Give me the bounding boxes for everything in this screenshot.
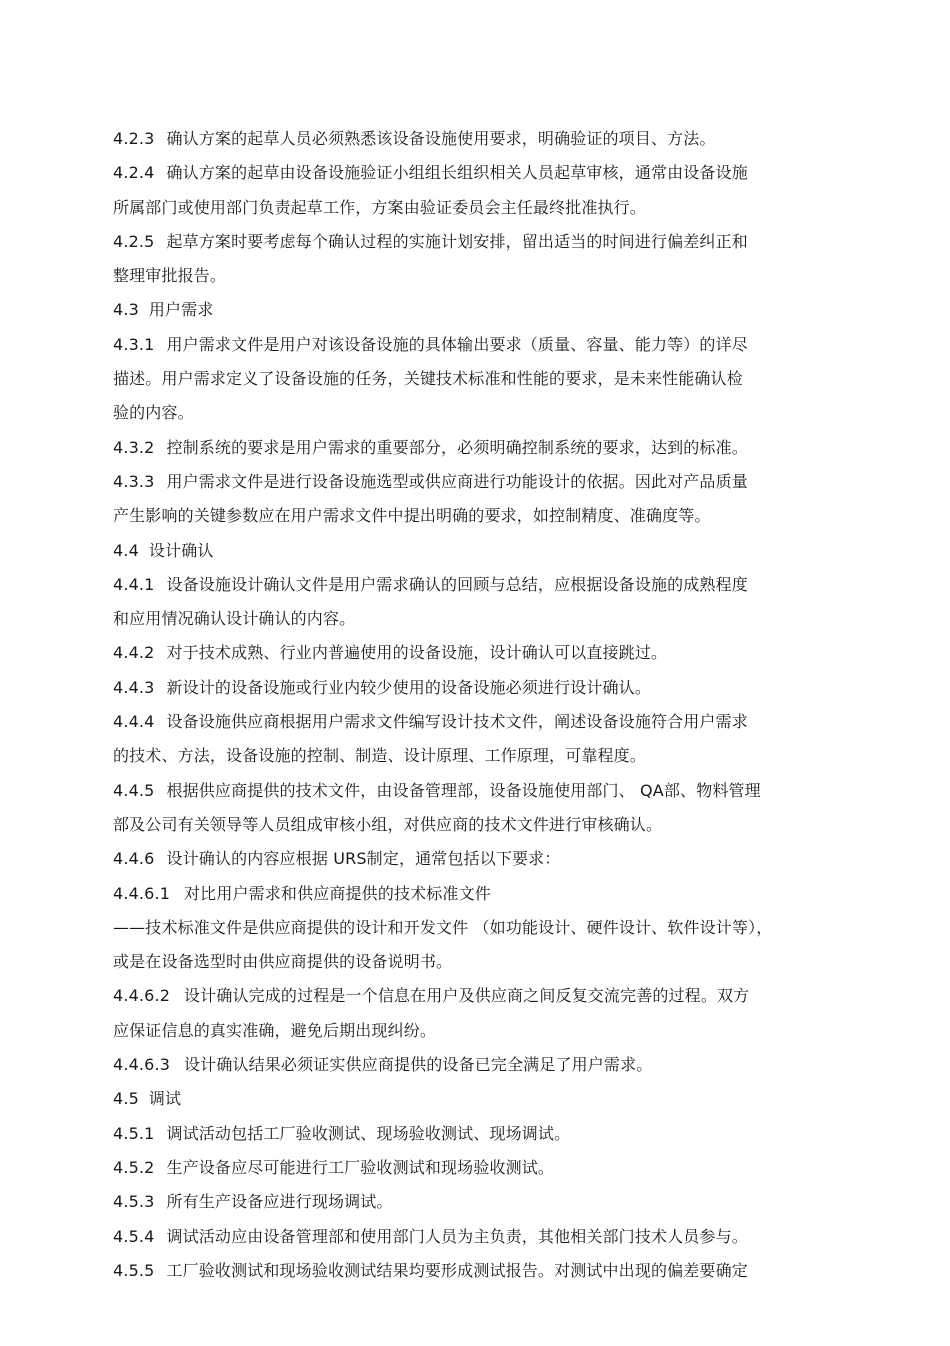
paragraph-line-numbered [113, 568, 863, 602]
paragraph-line-numbered [113, 431, 863, 465]
clause-text: 对比用户需求和供应商提供的技术标准文件 [184, 883, 491, 903]
paragraph-line-numbered [113, 636, 863, 670]
clause-text: 根据供应商提供的技术文件，由设备管理部，设备设施使用部门、 QA部、物料管理 [166, 780, 761, 800]
paragraph-line-numbered [113, 705, 863, 739]
paragraph-line [113, 739, 863, 773]
clause-number: 4.4.2 [113, 643, 155, 663]
clause-number: 4.4.6.2 [113, 986, 171, 1006]
clause-text: 调试活动应由设备管理部和使用部门人员为主负责，其他相关部门技术人员参与。 [166, 1226, 748, 1246]
paragraph-line-numbered [113, 225, 863, 259]
paragraph-line [113, 499, 863, 533]
paragraph-line-numbered [113, 671, 863, 705]
clause-text: 设备设施供应商根据用户需求文件编写设计技术文件，阐述设备设施符合用户需求 [166, 712, 748, 732]
paragraph-line-numbered [113, 1254, 863, 1288]
clause-number: 4.3.2 [113, 437, 155, 457]
clause-text: 设备设施设计确认文件是用户需求确认的回顾与总结，应根据设备设施的成熟程度 [166, 574, 748, 594]
clause-text: 起草方案时要考虑每个确认过程的实施计划安排，留出适当的时间进行偏差纠正和 [166, 231, 748, 251]
paragraph-line [113, 259, 863, 293]
clause-text: 设计确认 [148, 540, 214, 560]
paragraph-line-numbered [113, 842, 863, 876]
clause-text: 用户需求文件是用户对该设备设施的具体输出要求（质量、容量、能力等）的详尽 [166, 334, 748, 354]
paragraph-line [113, 945, 863, 979]
paragraph-line-numbered [113, 534, 863, 568]
clause-number: 4.4.3 [113, 677, 155, 697]
paragraph-line [113, 602, 863, 636]
clause-text: 产生影响的关键参数应在用户需求文件中提出明确的要求，如控制精度、准确度等。 [113, 506, 711, 526]
paragraph-line-numbered [113, 1048, 863, 1082]
clause-text: 所有生产设备应进行现场调试。 [166, 1192, 393, 1212]
clause-text: 生产设备应尽可能进行工厂验收测试和现场验收测试。 [166, 1157, 555, 1177]
paragraph-line-numbered [113, 774, 863, 808]
clause-number: 4.4 [113, 540, 139, 560]
clause-text: 确认方案的起草由设备设施验证小组组长组织相关人员起草审核，通常由设备设施 [166, 163, 748, 183]
clause-number: 4.4.4 [113, 712, 155, 732]
clause-text: 的技术、方法，设备设施的控制、制造、设计原理、工作原理，可靠程度。 [113, 746, 646, 766]
paragraph-line-numbered [113, 465, 863, 499]
paragraph-line [113, 808, 863, 842]
clause-text: 调试活动包括工厂验收测试、现场验收测试、现场调试。 [166, 1123, 571, 1143]
clause-number: 4.4.6.1 [113, 883, 171, 903]
clause-text: 设计确认的内容应根据 URS制定，通常包括以下要求： [166, 849, 561, 869]
clause-number: 4.4.6 [113, 849, 155, 869]
document-body [113, 122, 863, 1288]
clause-text: 应保证信息的真实准确，避免后期出现纠纷。 [113, 1020, 437, 1040]
clause-text: 对于技术成熟、行业内普遍使用的设备设施，设计确认可以直接跳过。 [166, 643, 668, 663]
clause-text: 部及公司有关领导等人员组成审核小组，对供应商的技术文件进行审核确认。 [113, 814, 663, 834]
clause-text: 设计确认完成的过程是一个信息在用户及供应商之间反复交流完善的过程。双方 [184, 986, 750, 1006]
clause-number: 4.3.3 [113, 471, 155, 491]
clause-number: 4.5.4 [113, 1226, 155, 1246]
clause-number: 4.2.4 [113, 163, 155, 183]
paragraph-line-numbered [113, 1151, 863, 1185]
paragraph-line-numbered [113, 1117, 863, 1151]
clause-number: 4.4.6.3 [113, 1055, 171, 1075]
clause-text: 工厂验收测试和现场验收测试结果均要形成测试报告。对测试中出现的偏差要确定 [166, 1260, 748, 1280]
clause-text: 和应用情况确认设计确认的内容。 [113, 609, 356, 629]
paragraph-line-numbered [113, 1185, 863, 1219]
paragraph-line-numbered [113, 122, 863, 156]
clause-text: 验的内容。 [113, 403, 194, 423]
clause-number: 4.5.5 [113, 1260, 155, 1280]
paragraph-line [113, 362, 863, 396]
paragraph-line-numbered [113, 1082, 863, 1116]
paragraph-line-numbered [113, 979, 863, 1013]
paragraph-line [113, 396, 863, 430]
paragraph-line [113, 191, 863, 225]
clause-number: 4.5 [113, 1089, 139, 1109]
clause-number: 4.4.1 [113, 574, 155, 594]
paragraph-line-numbered [113, 328, 863, 362]
clause-number: 4.5.2 [113, 1157, 155, 1177]
paragraph-line-numbered [113, 1220, 863, 1254]
paragraph-line-numbered [113, 293, 863, 327]
clause-text: 控制系统的要求是用户需求的重要部分，必须明确控制系统的要求，达到的标准。 [166, 437, 748, 457]
clause-text: 确认方案的起草人员必须熟悉该设备设施使用要求，明确验证的项目、方法。 [166, 129, 716, 148]
clause-number: 4.2.5 [113, 231, 155, 251]
clause-number: 4.5.3 [113, 1192, 155, 1212]
clause-text: 用户需求 [148, 300, 214, 320]
clause-text: 调试 [148, 1089, 182, 1109]
paragraph-line [113, 911, 863, 945]
clause-text: 新设计的设备设施或行业内较少使用的设备设施必须进行设计确认。 [166, 677, 651, 697]
clause-text: ——技术标准文件是供应商提供的设计和开发文件 （如功能设计、硬件设计、软件设计等）， [113, 917, 773, 937]
clause-text: 整理审批报告。 [113, 266, 227, 286]
clause-text: 或是在设备选型时由供应商提供的设备说明书。 [113, 952, 453, 972]
clause-number: 4.3.1 [113, 334, 155, 354]
clause-text: 用户需求文件是进行设备设施选型或供应商进行功能设计的依据。因此对产品质量 [166, 471, 748, 491]
clause-text: 所属部门或使用部门负责起草工作，方案由验证委员会主任最终批准执行。 [113, 197, 646, 217]
clause-number: 4.3 [113, 300, 139, 320]
paragraph-line [113, 1014, 863, 1048]
paragraph-line-numbered [113, 156, 863, 190]
clause-text: 设计确认结果必须证实供应商提供的设备已完全满足了用户需求。 [184, 1055, 653, 1075]
clause-text: 描述。用户需求定义了设备设施的任务，关键技术标准和性能的要求，是未来性能确认检 [113, 369, 743, 389]
clause-number: 4.5.1 [113, 1123, 155, 1143]
paragraph-line-numbered [113, 877, 863, 911]
clause-number: 4.4.5 [113, 780, 155, 800]
clause-number: 4.2.3 [113, 129, 155, 148]
